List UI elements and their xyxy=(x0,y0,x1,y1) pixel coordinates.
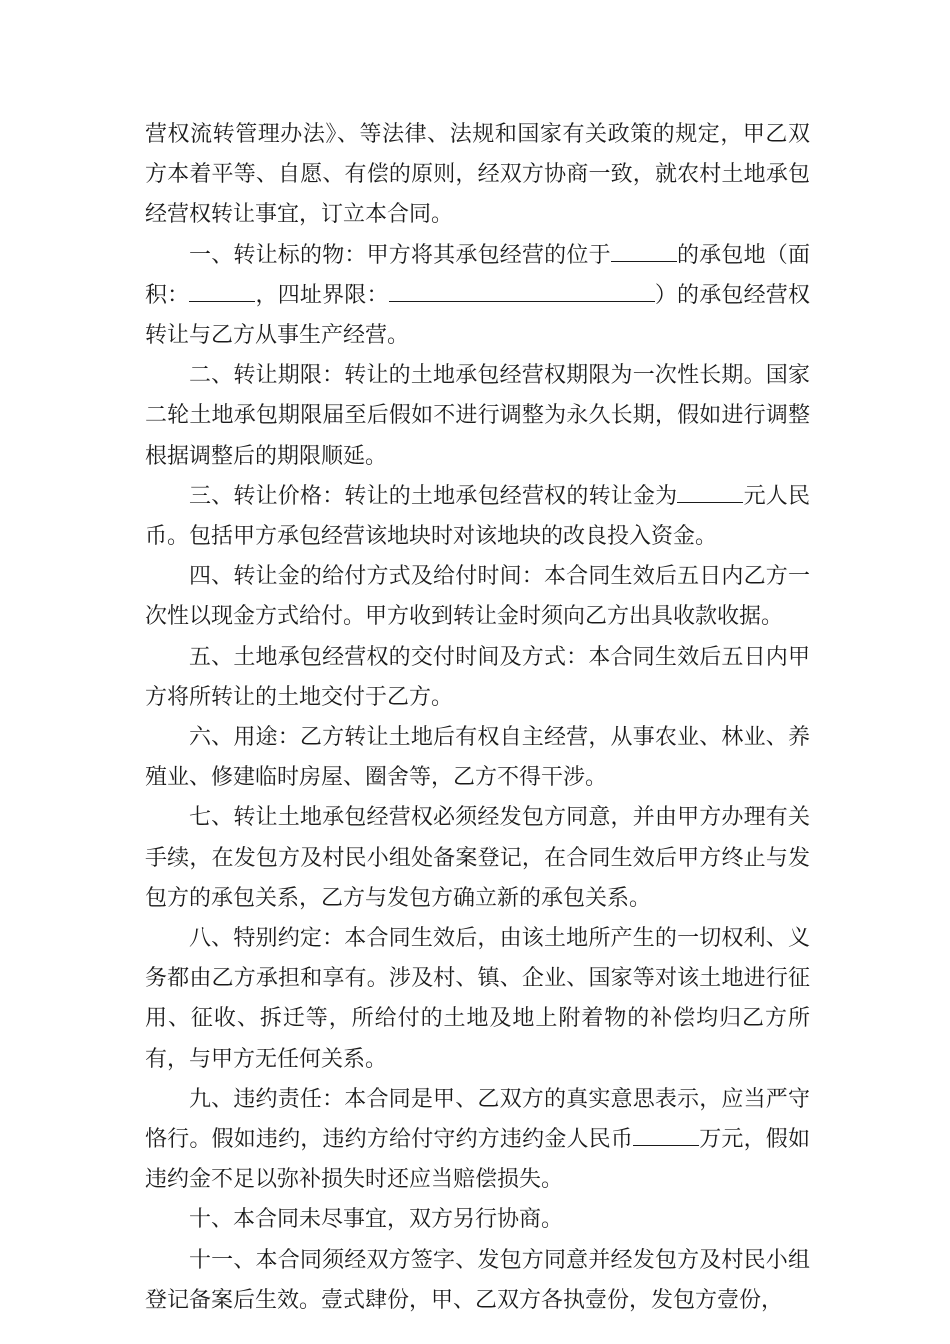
continuation-paragraph: 营权流转管理办法》、等法律、法规和国家有关政策的规定，甲乙双方本着平等、自愿、有偿的原则，经双方协商一致，就农村土地承包经营权转让事宜，订立本合同。 xyxy=(145,122,810,228)
location-blank xyxy=(611,239,677,262)
clause-9-liability xyxy=(145,1080,810,1201)
clause-8-special-terms: 八、特别约定：本合同生效后，由该土地所产生的一切权利、义务都由乙方承担和享有。涉及村、镇、企业、国家等对该土地进行征用、征收、拆迁等，所给付的土地及地上附着物的补偿均归乙方所有，与甲方无任何关系。 xyxy=(145,926,810,1072)
clause-1-text-a: 一、转让标的物：甲方将其承包经营的位于 xyxy=(189,242,611,268)
clause-1-text-b: 的承包地（面积： xyxy=(145,242,810,308)
clause-10-other-matters: 十、本合同未尽事宜，双方另行协商。 xyxy=(189,1207,564,1233)
clause-3-price xyxy=(145,477,810,557)
penalty-blank xyxy=(633,1123,699,1146)
boundary-blank xyxy=(389,279,655,302)
price-blank xyxy=(677,480,743,503)
clause-11-effectiveness: 十一、本合同须经双方签字、发包方同意并经发包方及村民小组登记备案后生效。壹式肆份，甲、乙双方各执壹份，发包方壹份， xyxy=(145,1247,810,1313)
clause-3-text-b: 元人民币。包括甲方承包经营该地块时对该地块的改良投入资金。 xyxy=(145,483,810,550)
clause-5-delivery: 五、土地承包经营权的交付时间及方式：本合同生效后五日内甲方将所转让的土地交付于乙方。 xyxy=(145,644,810,710)
clause-1-subject-matter xyxy=(145,236,810,357)
clause-4-payment: 四、转让金的给付方式及给付时间：本合同生效后五日内乙方一次性以现金方式给付。甲方收到转让金时须向乙方出具收款收据。 xyxy=(145,564,810,630)
clause-3-text-a: 三、转让价格：转让的土地承包经营权的转让金为 xyxy=(189,483,678,509)
clause-6-usage: 六、用途：乙方转让土地后有权自主经营，从事农业、林业、养殖业、修建临时房屋、圈舍等，乙方不得干涉。 xyxy=(145,725,810,791)
contract-body xyxy=(145,115,810,1321)
area-blank xyxy=(189,279,255,302)
clause-9-text-b: 万元，假如违约金不足以弥补损失时还应当赔偿损失。 xyxy=(145,1127,810,1193)
clause-1-text-d: ）的承包经营权转让与乙方从事生产经营。 xyxy=(145,282,810,349)
clause-7-approval: 七、转让土地承包经营权必须经发包方同意，并由甲方办理有关手续，在发包方及村民小组处备案登记，在合同生效后甲方终止与发包方的承包关系，乙方与发包方确立新的承包关系。 xyxy=(145,805,810,911)
clause-9-text-a: 九、违约责任：本合同是甲、乙双方的真实意思表示，应当严守恪行。假如违约，违约方给付守约方违约金人民币 xyxy=(145,1086,810,1153)
clause-2-term: 二、转让期限：转让的土地承包经营权期限为一次性长期。国家二轮土地承包期限届至后假如不进行调整为永久长期，假如进行调整根据调整后的期限顺延。 xyxy=(145,363,810,469)
clause-1-text-c: ，四址界限： xyxy=(255,282,389,308)
